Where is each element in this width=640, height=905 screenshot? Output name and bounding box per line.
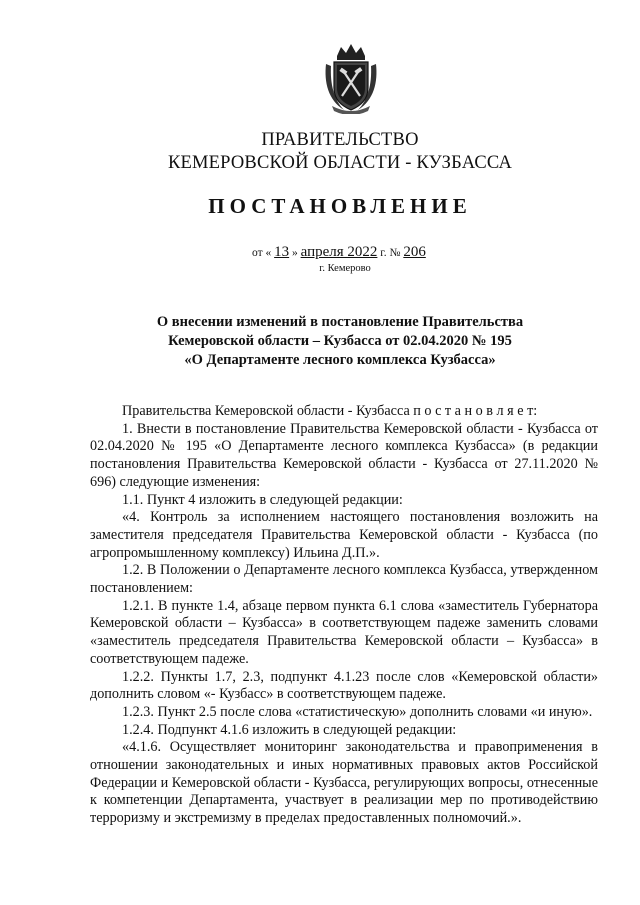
paragraph: 1.2.1. В пункте 1.4, абзаце первом пункта 6.1 слова «заместитель Губернатора Кемеровской области – Кузбасса» в соответствующем падеже заменить словами «заместитель председателя Правительства Кемеровской области – Кузбасса» в соответствующем падеже.: [90, 597, 598, 667]
date-suffix: г. №: [380, 247, 401, 259]
coat-of-arms-icon: [322, 42, 380, 114]
paragraph: 1.2.2. Пункты 1.7, 2.3, подпункт 4.1.23 после слов «Кемеровской области» дополнить словом «- Кузбасс» в соответствующем падеже.: [90, 668, 598, 703]
paragraph: 1.2. В Положении о Департаменте лесного комплекса Кузбасса, утвержденном постановлением:: [90, 562, 598, 597]
paragraph: Правительства Кемеровской области - Кузбасса п о с т а н о в л я е т:: [122, 403, 538, 419]
paragraph: «4.1.6. Осуществляет мониторинг законодательства и правоприменения в отношении законодательных и иных нормативных правовых актов Российской Федерации и Кемеровской области - Кузбасса, регулирующих вопросы, отнесенные к компетенции Департамента, участвует в реализации мер по противодействию терроризму и экстремизму в пределах предоставленных полномочий.».: [90, 739, 598, 827]
date-mid: »: [292, 247, 298, 259]
document-heading: [110, 313, 570, 370]
document-title: ПОСТАНОВЛЕНИЕ: [208, 194, 472, 218]
paragraph: 1. Внести в постановление Правительства Кемеровской области - Кузбасса от 02.04.2020 № 195 «О Департаменте лесного комплекса Кузбасса» (в редакции постановления Правительства Кемеровской области - Кузбасса от 27.11.2020 № 696) следующие изменения:: [90, 420, 598, 490]
paragraph: 1.2.4. Подпункт 4.1.6 изложить в следующей редакции:: [122, 721, 457, 738]
heading-line2: Кемеровской области – Кузбасса от 02.04.2020 № 195: [168, 333, 512, 349]
paragraph: «4. Контроль за исполнением настоящего постановления возложить на заместителя председателя Правительства Кемеровской области - Кузбасса (по агропромышленному комплексу) Ильина Д.П.».: [90, 509, 598, 561]
date-prefix: от «: [252, 247, 272, 259]
document-number: 206: [403, 244, 426, 260]
paragraph: 1.1. Пункт 4 изложить в следующей редакции:: [122, 491, 403, 508]
document-body: [90, 403, 598, 828]
date-line: [252, 244, 426, 261]
organization-name-line1: ПРАВИТЕЛЬСТВО: [261, 130, 419, 150]
city: г. Кемерово: [319, 263, 371, 274]
heading-line1: О внесении изменений в постановление Правительства: [156, 314, 524, 330]
heading-line3: «О Департаменте лесного комплекса Кузбасса»: [184, 352, 496, 368]
organization-name-line2: КЕМЕРОВСКОЙ ОБЛАСТИ - КУЗБАССА: [167, 153, 513, 173]
date-month-year: апреля 2022: [300, 244, 378, 260]
paragraph: 1.2.3. Пункт 2.5 после слова «статистическую» дополнить словами «и иную».: [122, 703, 593, 720]
date-day: 13: [274, 244, 290, 260]
